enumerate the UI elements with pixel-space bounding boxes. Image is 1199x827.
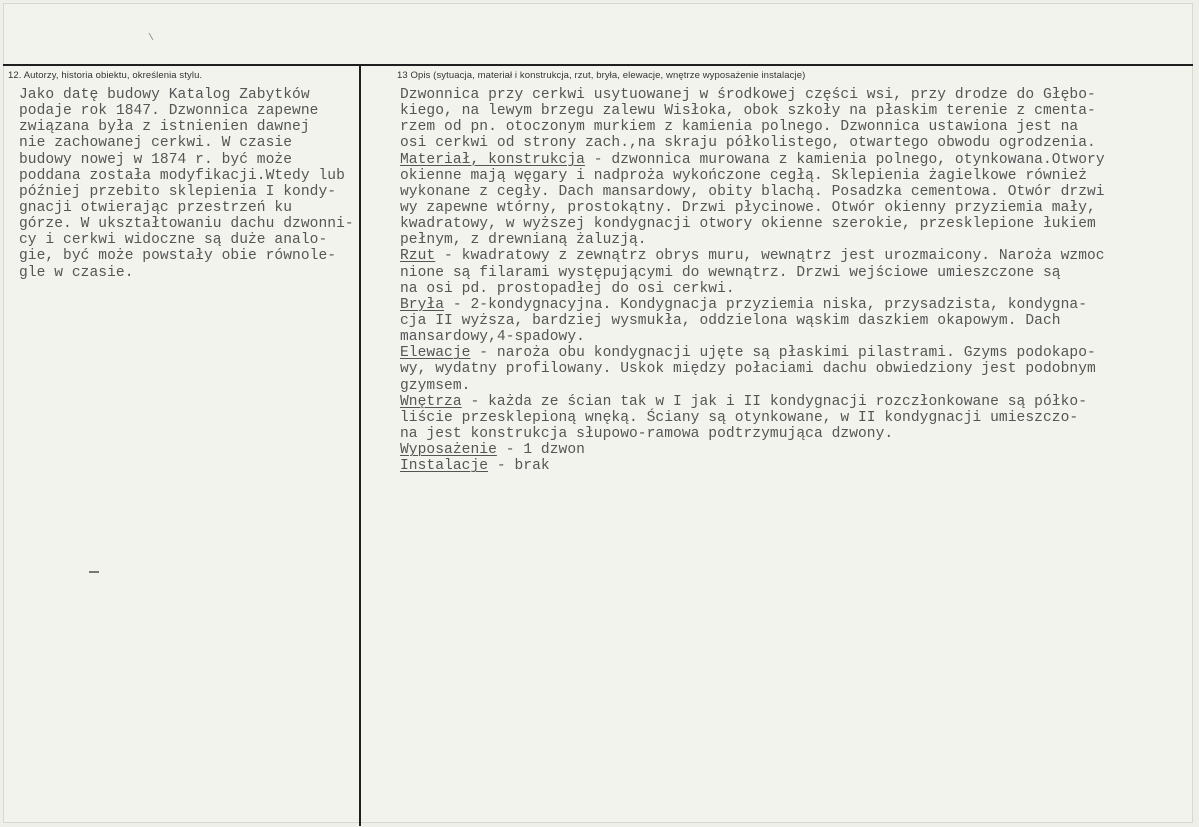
text-line xyxy=(400,281,1105,297)
text-line: poddana została modyfikacji.Wtedy lub xyxy=(19,167,345,184)
text-line: górze. W ukształtowaniu dachu dzwonni- xyxy=(19,216,354,233)
section-label: Rzut xyxy=(400,248,436,265)
text-line: później przebito sklepienia I kondy- xyxy=(19,183,337,200)
text-line xyxy=(400,200,1105,216)
text-line xyxy=(400,135,1105,151)
text-line: gnacji otwierając przestrzeń ku xyxy=(19,199,293,216)
line-text: pełnym, z drewnianą żaluzją. xyxy=(400,232,647,249)
text-line xyxy=(400,442,1105,458)
line-text: rzem od pn. otoczonym murkiem z kamienia polnego. Dzwonnica ustawiona jest na xyxy=(400,119,1079,136)
text-line: gie, być może powstały obie równole- xyxy=(19,248,337,265)
line-text: liście przesklepioną wnęką. Ściany są otynkowane, w II kondygnacji umieszczo- xyxy=(400,409,1079,426)
text-line: budowy nowej w 1874 r. być może xyxy=(19,151,293,168)
history-text xyxy=(19,87,354,281)
pencil-mark xyxy=(89,571,99,573)
text-line xyxy=(400,248,1105,264)
text-line xyxy=(400,378,1105,394)
text-line xyxy=(400,184,1105,200)
text-line xyxy=(400,152,1105,168)
text-line xyxy=(400,329,1105,345)
line-text: Dzwonnica przy cerkwi usytuowanej w środkowej części wsi, przy drodze do Głębo- xyxy=(400,87,1096,103)
line-text: cja II wyższa, bardziej wysmukła, oddzielona wąskim daszkiem okapowym. Dach xyxy=(400,312,1061,329)
line-text: kiego, na lewym brzegu zalewu Wisłoka, obok szkoły na płaskim terenie z cmenta- xyxy=(400,103,1096,120)
text-line: gle w czasie. xyxy=(19,264,134,281)
line-text: - naroża obu kondygnacji ujęte są płaskimi pilastrami. Gzyms podokapo- xyxy=(470,345,1096,362)
text-line xyxy=(400,265,1105,281)
line-text: na osi pd. prostopadłej do osi cerkwi. xyxy=(400,280,735,297)
text-line xyxy=(400,410,1105,426)
section-label: Bryła xyxy=(400,296,445,313)
line-text: wykonane z cegły. Dach mansardowy, obity blachą. Posadzka cementowa. Otwór drzwi xyxy=(400,183,1105,200)
text-line: Jako datę budowy Katalog Zabytków xyxy=(19,87,310,103)
line-text: - kwadratowy z zewnątrz obrys muru, wewnątrz jest urozmaicony. Naroża wzmoc xyxy=(435,248,1105,265)
line-text: wy, wydatny profilowany. Uskok między połaciami dachu obwiedziony jest podobnym xyxy=(400,361,1096,378)
text-line xyxy=(400,361,1105,377)
section-label: Wyposażenie xyxy=(400,442,497,459)
text-line xyxy=(400,87,1105,103)
header-rule xyxy=(3,64,1193,66)
line-text: kwadratowy, w wyższej kondygnacji otwory okienne szerokie, przesklepione łukiem xyxy=(400,216,1096,233)
text-line: związana była z istnienien dawnej xyxy=(19,119,310,136)
section-label: Wnętrza xyxy=(400,393,462,410)
text-line: podaje rok 1847. Dzwonnica zapewne xyxy=(19,103,319,120)
text-line xyxy=(400,345,1105,361)
line-text: gzymsem. xyxy=(400,377,471,394)
line-text: mansardowy,4-spadowy. xyxy=(400,329,585,346)
text-line xyxy=(400,168,1105,184)
text-line xyxy=(400,313,1105,329)
line-text: okienne mają węgary i nadproża wykończone cegłą. Sklepienia żagielkowe również xyxy=(400,167,1087,184)
text-line xyxy=(400,394,1105,410)
text-line xyxy=(400,103,1105,119)
section-label: Elewacje xyxy=(400,345,471,362)
line-text: - każda ze ścian tak w I jak i II kondygnacji rozczłonkowane są półko- xyxy=(461,393,1088,410)
line-text: - 1 dzwon xyxy=(496,442,585,459)
section-label: Instalacje xyxy=(400,458,489,475)
line-text: - brak xyxy=(488,458,550,475)
text-line xyxy=(400,216,1105,232)
section-12-heading: 12. Autorzy, historia obiektu, określenia stylu. xyxy=(8,70,203,81)
text-line xyxy=(400,297,1105,313)
text-line: nie zachowanej cerkwi. W czasie xyxy=(19,135,293,152)
text-line xyxy=(400,232,1105,248)
section-label: Materiał, konstrukcja xyxy=(400,151,585,168)
text-line xyxy=(400,426,1105,442)
line-text: na jest konstrukcja słupowo-ramowa podtrzymująca dzwony. xyxy=(400,425,894,442)
text-line: cy i cerkwi widoczne są duże analo- xyxy=(19,232,328,249)
column-divider xyxy=(359,66,361,826)
line-text: - dzwonnica murowana z kamienia polnego, otynkowana.Otwory xyxy=(584,151,1105,168)
line-text: - 2-kondygnacyjna. Kondygnacja przyziemia niska, przysadzista, kondygna- xyxy=(444,296,1088,313)
line-text: wy zapewne wtórny, prostokątny. Drzwi płycinowe. Otwór okienny przyziemia mały, xyxy=(400,199,1096,216)
text-line xyxy=(400,458,1105,474)
description-text xyxy=(400,87,1105,474)
line-text: osi cerkwi od strony zach.,na skraju półkolistego, otwartego obwodu ogrodzenia. xyxy=(400,135,1096,152)
text-line xyxy=(400,119,1105,135)
section-13-heading: 13 Opis (sytuacja, materiał i konstrukcja, rzut, bryła, elewacje, wnętrze wyposażenie instalacje) xyxy=(397,70,806,81)
line-text: nione są filarami występującymi do wewnątrz. Drzwi wejściowe umieszczone są xyxy=(400,264,1061,281)
